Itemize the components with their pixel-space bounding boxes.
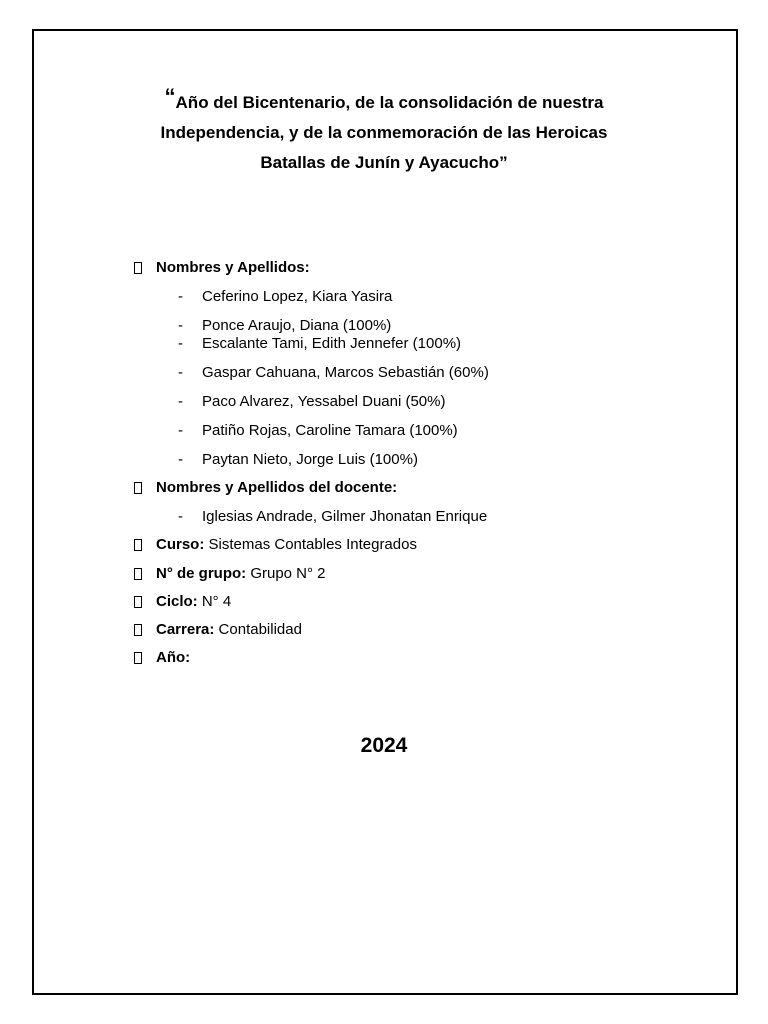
student-item-6: Patiño Rojas, Caroline Tamara (100%) bbox=[202, 422, 458, 439]
students-label: Nombres y Apellidos: bbox=[156, 259, 310, 276]
title-line-3: Batallas de Junín y Ayacucho” bbox=[260, 153, 508, 172]
dash-marker: - bbox=[178, 508, 183, 525]
student-item-3: Escalante Tami, Edith Jennefer (100%) bbox=[202, 335, 462, 352]
bullet-icon bbox=[134, 652, 142, 664]
year-value: 2024 bbox=[360, 734, 408, 757]
dash-marker: - bbox=[178, 335, 183, 352]
title-line-2: Independencia, y de la conmemoración de las Heroicas bbox=[160, 123, 608, 142]
dash-marker: - bbox=[178, 422, 183, 439]
student-item-1: Ceferino Lopez, Kiara Yasira bbox=[202, 288, 393, 305]
student-item-5: Paco Alvarez, Yessabel Duani (50%) bbox=[202, 393, 446, 410]
title-open-quote: “ bbox=[164, 84, 176, 109]
bullet-icon bbox=[134, 539, 142, 551]
document-title bbox=[100, 86, 668, 178]
teacher-item-1: Iglesias Andrade, Gilmer Jhonatan Enrique bbox=[202, 508, 488, 525]
bullet-icon bbox=[134, 568, 142, 580]
career-line: Carrera: Contabilidad bbox=[156, 621, 302, 638]
dash-marker: - bbox=[178, 451, 183, 468]
dash-marker: - bbox=[178, 393, 183, 410]
title-line-1 bbox=[100, 86, 668, 118]
group-line: N° de grupo: Grupo N° 2 bbox=[156, 565, 326, 582]
bullet-icon bbox=[134, 624, 142, 636]
bullet-icon bbox=[134, 262, 142, 274]
dash-marker: - bbox=[178, 317, 183, 334]
bullet-icon bbox=[134, 596, 142, 608]
student-item-2: Ponce Araujo, Diana (100%) bbox=[202, 317, 392, 334]
title-line-1-text: Año del Bicentenario, de la consolidación de nuestra bbox=[175, 93, 604, 112]
dash-marker: - bbox=[178, 364, 183, 381]
teacher-label: Nombres y Apellidos del docente: bbox=[156, 479, 398, 496]
student-item-7: Paytan Nieto, Jorge Luis (100%) bbox=[202, 451, 418, 468]
student-item-4: Gaspar Cahuana, Marcos Sebastián (60%) bbox=[202, 364, 489, 381]
bullet-icon bbox=[134, 482, 142, 494]
cycle-line: Ciclo: N° 4 bbox=[156, 593, 232, 610]
dash-marker: - bbox=[178, 288, 183, 305]
year-label-line: Año: bbox=[156, 649, 191, 666]
course-line: Curso: Sistemas Contables Integrados bbox=[156, 536, 417, 553]
